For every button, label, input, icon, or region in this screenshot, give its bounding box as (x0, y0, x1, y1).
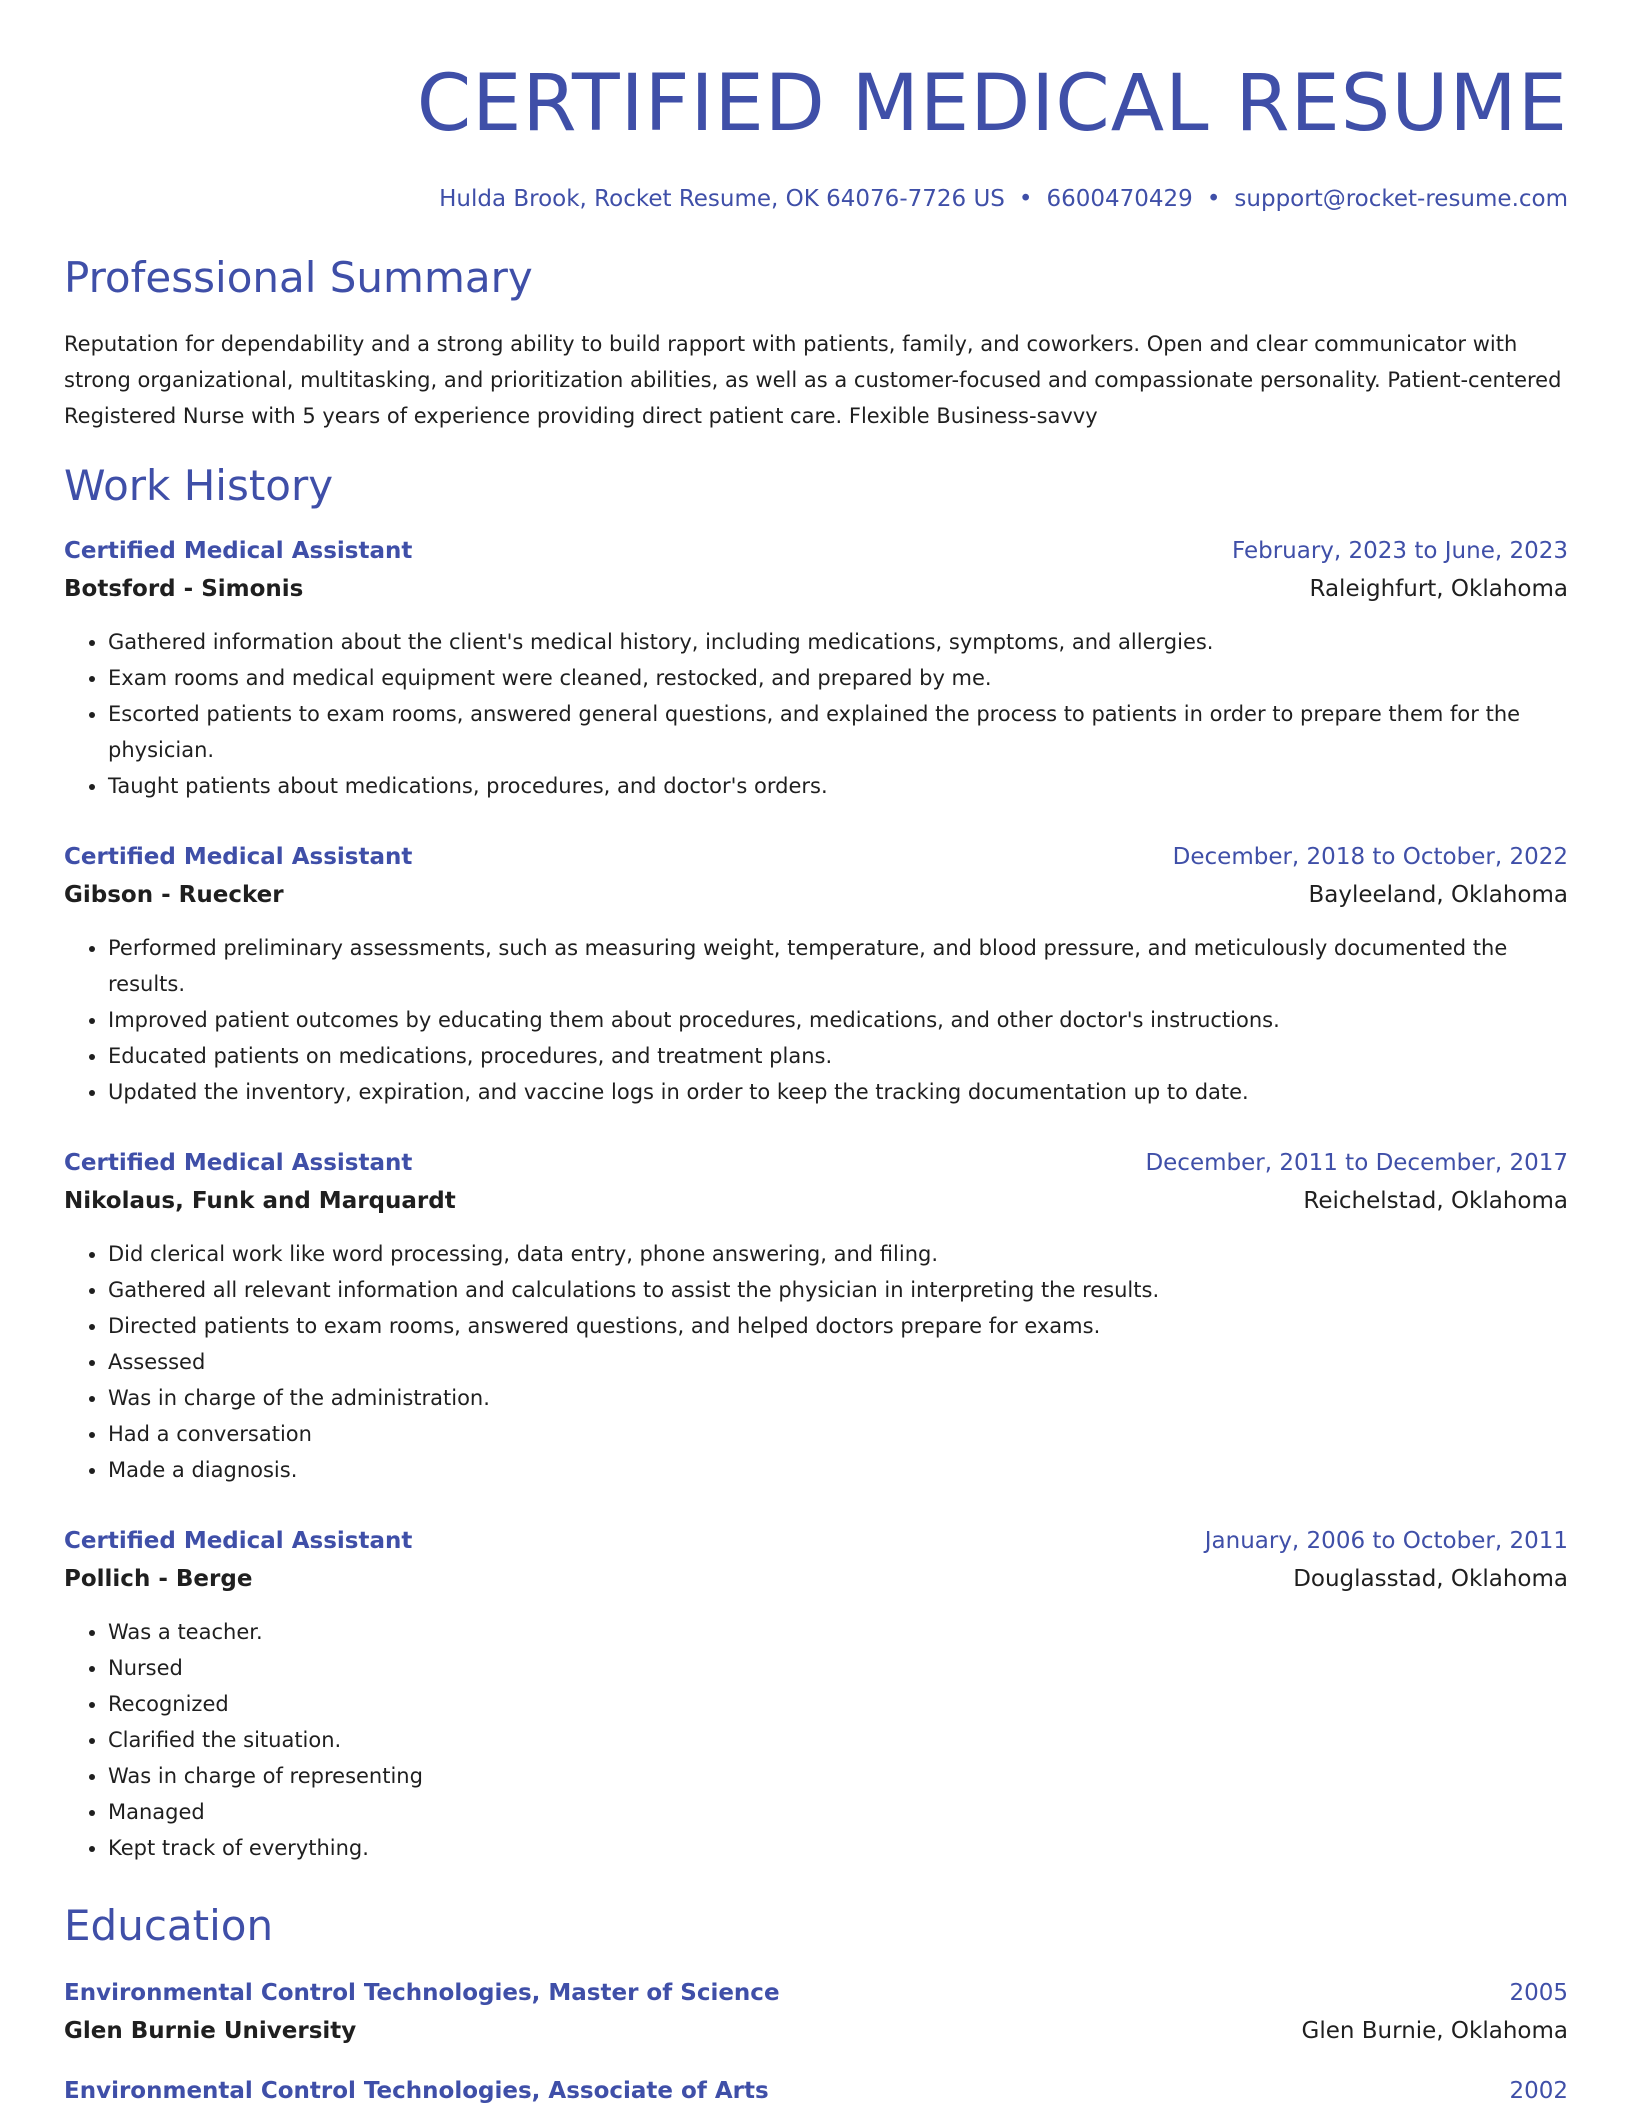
job-header-row (64, 838, 1568, 876)
job-bullet-list (64, 930, 1568, 1110)
contact-line (64, 184, 1568, 214)
job-entry (64, 1144, 1568, 1488)
job-location: Bayleeland, Oklahoma (1308, 882, 1568, 908)
job-entry (64, 838, 1568, 1110)
education-location: Glen Burnie, Oklahoma (1301, 2018, 1568, 2044)
job-bullet-item: • Exam rooms and medical equipment were cleaned, restocked, and prepared by me. (108, 660, 1568, 696)
job-company: Pollich - Berge (64, 1566, 253, 1592)
education-school: Glen Burnie University (64, 2018, 357, 2044)
education-year: 2002 (1509, 2078, 1568, 2104)
education-heading: Education (64, 1901, 274, 1950)
job-header-row (64, 1144, 1568, 1182)
summary-heading: Professional Summary (64, 253, 533, 302)
job-bullet-item: • Gathered information about the client's medical history, including medications, symptoms, and allergies. (108, 624, 1568, 660)
job-role: Certified Medical Assistant (64, 1528, 413, 1554)
job-bullet-item: • Gathered all relevant information and calculations to assist the physician in interpreting the results. (108, 1272, 1568, 1308)
job-bullet-item: • Kept track of everything. (108, 1830, 1568, 1866)
job-bullet-list (64, 1614, 1568, 1866)
education-year: 2005 (1509, 1980, 1568, 2006)
job-bullet-item: • Nursed (108, 1650, 1568, 1686)
job-dates: December, 2011 to December, 2017 (1145, 1150, 1568, 1176)
job-entry (64, 1522, 1568, 1866)
job-bullet-item: • Performed preliminary assessments, such as measuring weight, temperature, and blood pressure, and meticulously documented the results. (108, 930, 1568, 1002)
education-entry (64, 1974, 1568, 2050)
job-role: Certified Medical Assistant (64, 844, 413, 870)
job-bullet-item: • Did clerical work like word processing, data entry, phone answering, and filing. (108, 1236, 1568, 1272)
job-company-row (64, 1182, 1568, 1220)
job-bullet-list (64, 1236, 1568, 1488)
education-degree: Environmental Control Technologies, Master of Science (64, 1980, 780, 2006)
job-dates: December, 2018 to October, 2022 (1172, 844, 1568, 870)
job-bullet-item: • Directed patients to exam rooms, answered questions, and helped doctors prepare for exams. (108, 1308, 1568, 1344)
job-entry (64, 532, 1568, 804)
resume-page (64, 0, 1568, 2110)
job-bullet-item: • Recognized (108, 1686, 1568, 1722)
work-history-heading: Work History (64, 461, 334, 510)
job-bullet-item: • Made a diagnosis. (108, 1452, 1568, 1488)
job-company-row (64, 876, 1568, 914)
contact-email: support@rocket-resume.com (1234, 186, 1568, 212)
job-role: Certified Medical Assistant (64, 1150, 413, 1176)
summary-text: Reputation for dependability and a strong ability to build rapport with patients, family, and coworkers. Open and clear communicator with strong organizational, multitasking, and prioritization abilities, as well as a customer-focused and compassionate personality. Patient-centered Registered Nurse with 5 years of experience providing direct patient care. Flexible Business-savvy (64, 332, 1562, 428)
job-dates: February, 2023 to June, 2023 (1231, 538, 1568, 564)
job-location: Douglasstad, Oklahoma (1293, 1566, 1568, 1592)
job-company: Gibson - Ruecker (64, 882, 284, 908)
job-bullet-item: • Was in charge of representing (108, 1758, 1568, 1794)
contact-phone: 6600470429 (1046, 186, 1193, 212)
job-bullet-item: • Assessed (108, 1344, 1568, 1380)
job-bullet-item: • Managed (108, 1794, 1568, 1830)
job-bullet-item: • Updated the inventory, expiration, and vaccine logs in order to keep the tracking documentation up to date. (108, 1074, 1568, 1110)
job-location: Raleighfurt, Oklahoma (1309, 576, 1568, 602)
job-company-row (64, 570, 1568, 608)
work-history-list (64, 532, 1568, 1866)
job-location: Reichelstad, Oklahoma (1303, 1188, 1568, 1214)
job-header-row (64, 1522, 1568, 1560)
job-bullet-item: • Was a teacher. (108, 1614, 1568, 1650)
job-bullet-item: • Taught patients about medications, procedures, and doctor's orders. (108, 768, 1568, 804)
job-dates: January, 2006 to October, 2011 (1204, 1528, 1568, 1554)
contact-separator: • (1018, 186, 1033, 212)
education-header-row (64, 2072, 1568, 2110)
job-bullet-item: • Had a conversation (108, 1416, 1568, 1452)
education-entry (64, 2072, 1568, 2110)
job-role: Certified Medical Assistant (64, 538, 413, 564)
contact-separator: • (1206, 186, 1221, 212)
job-company: Nikolaus, Funk and Marquardt (64, 1188, 456, 1214)
job-bullet-item: • Improved patient outcomes by educating them about procedures, medications, and other doctor's instructions. (108, 1002, 1568, 1038)
document-title: CERTIFIED MEDICAL RESUME (416, 59, 1568, 149)
job-bullet-item: • Educated patients on medications, procedures, and treatment plans. (108, 1038, 1568, 1074)
education-degree: Environmental Control Technologies, Associate of Arts (64, 2078, 769, 2104)
job-header-row (64, 532, 1568, 570)
contact-address: Hulda Brook, Rocket Resume, OK 64076-7726 US (439, 186, 1005, 212)
job-bullet-item: • Was in charge of the administration. (108, 1380, 1568, 1416)
job-bullet-item: • Escorted patients to exam rooms, answered general questions, and explained the process to patients in order to prepare them for the physician. (108, 696, 1568, 768)
job-bullet-list (64, 624, 1568, 804)
job-company: Botsford - Simonis (64, 576, 304, 602)
job-bullet-item: • Clarified the situation. (108, 1722, 1568, 1758)
job-company-row (64, 1560, 1568, 1598)
education-school-row (64, 2012, 1568, 2050)
education-list (64, 1974, 1568, 2110)
education-header-row (64, 1974, 1568, 2012)
